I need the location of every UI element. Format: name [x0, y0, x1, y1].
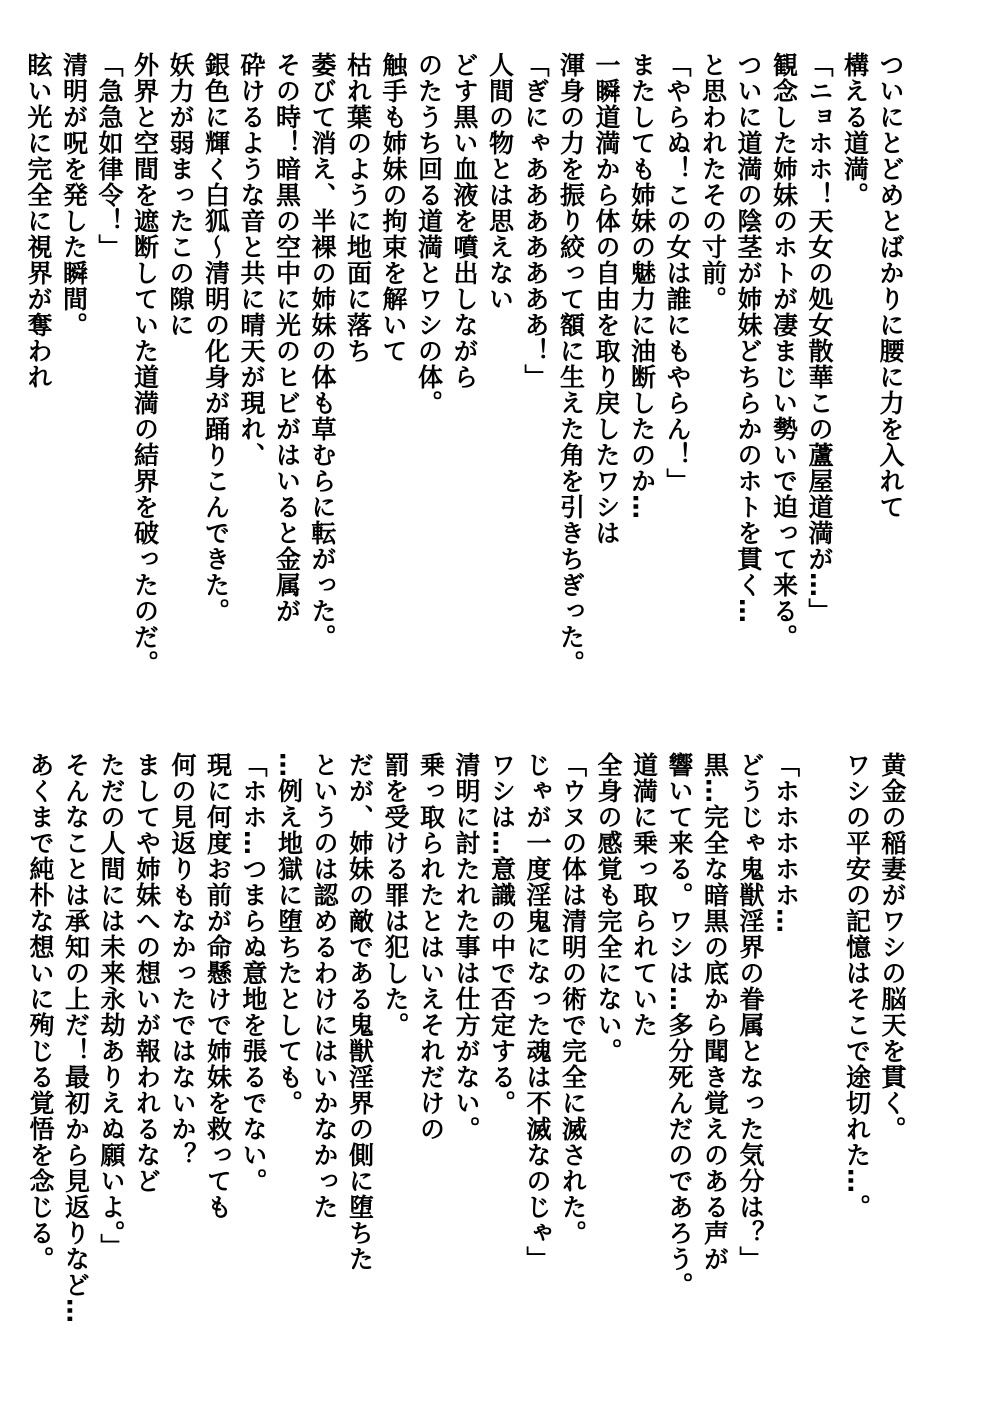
text-line: 構える道満。: [840, 52, 870, 208]
text-line: 黄金の稲妻がワシの脳天を貫く。: [878, 752, 907, 1142]
text-line: ただの人間には未来永劫ありえぬ願いよ。」: [97, 752, 126, 1260]
text-line: 「ホホホホホ…: [771, 752, 801, 934]
text-line: 「ニョホホ！天女の処女散華この蘆屋道満が…」: [805, 52, 834, 624]
text-line: 妖力が弱まったこの隙に: [166, 52, 195, 338]
text-block-bottom: [26, 752, 910, 1372]
text-line: 「急急如律令！」: [95, 52, 124, 260]
text-line: 全身の感覚も完全にない。: [594, 752, 623, 1064]
text-line: ついにとどめとばかりに腰に力を入れて: [876, 52, 905, 520]
text-line: というのは認めるわけにはいかなかった: [310, 752, 339, 1220]
text-line: 砕けるような音と共に晴天が現れ、: [237, 52, 266, 468]
text-line: じゃが一度淫鬼になった魂は不滅なのじゃ」: [523, 752, 552, 1272]
text-line: ましてや姉妹への想いが報われるなど: [132, 752, 162, 1194]
text-line: どす黒い血液を噴出しながら: [450, 52, 479, 390]
text-line: と思われたその寸前。: [698, 52, 728, 312]
text-block-top: [24, 52, 908, 702]
text-line: …例え地獄に堕ちたとしても。: [274, 752, 304, 1116]
text-line: 「やらぬ！この女は誰にもやらん！」: [663, 52, 692, 494]
text-line: 響いて来る。ワシは…多分死んだのであろう。: [665, 752, 694, 1298]
text-line-blank: [804, 752, 840, 1372]
text-line: 清明が呪を発した瞬間。: [59, 52, 89, 338]
text-line: あくまで純朴な想いに殉じる覚悟を念じる。: [26, 752, 55, 1272]
text-line: 渾身の力を振り絞って額に生えた角を引きちぎった。: [556, 52, 586, 676]
text-line: 黒…完全な暗黒の底から聞き覚えのある声が: [700, 752, 730, 1272]
text-line: 触手も姉妹の拘束を解いて: [379, 52, 408, 364]
text-line: 罰を受ける罪は犯した。: [381, 752, 410, 1038]
text-line: 観念した姉妹のホトが凄まじい勢いで迫って来る。: [769, 52, 799, 650]
text-line: 清明に討たれた事は仕方がない。: [452, 752, 481, 1142]
text-line: 「ウヌの体は清明の術で完全に滅された。: [558, 752, 588, 1246]
text-line: 「ホホ…つまらぬ意地を張るでない。: [239, 752, 268, 1194]
text-line: 外界と空間を遮断していた道満の結界を破ったのだ。: [130, 52, 160, 676]
text-line: ワシの平安の記憶はそこで途切れた…。: [842, 752, 872, 1220]
text-line: 萎びて消え、半裸の姉妹の体も草むらに転がった。: [308, 52, 337, 650]
text-line: またしても姉妹の魅力に油断したのか…: [627, 52, 657, 520]
text-line: ついに道満の陰茎が姉妹どちらかのホトを貫く…: [734, 52, 763, 624]
text-line: そんなことは承知の上だ！最初から見返りなど…: [61, 752, 91, 1324]
text-line: 乗っ取られたとはいえそれだけの: [416, 752, 446, 1142]
text-line: 銀色に輝く白狐～清明の化身が踊りこんできた。: [201, 52, 231, 624]
text-line: 何の見返りもなかったではないか？: [168, 752, 197, 1168]
text-line: 眩い光に完全に視界が奪われ: [24, 52, 53, 390]
text-line: 一瞬道満から体の自由を取り戻したワシは: [592, 52, 621, 546]
text-line: 道満に乗っ取られていた: [629, 752, 659, 1038]
text-line: のたうち回る道満とワシの体。: [414, 52, 444, 416]
text-line: その時！暗黒の空中に光のヒビがはいると金属が: [272, 52, 302, 624]
text-line: ワシは…意識の中で否定する。: [487, 752, 517, 1116]
text-line: 枯れ葉のように地面に落ち: [343, 52, 373, 364]
text-line: どうじゃ鬼獣淫界の眷属となった気分は？」: [736, 752, 765, 1272]
text-line: だが、姉妹の敵である鬼獣淫界の側に堕ちた: [345, 752, 375, 1272]
text-line: 人間の物とは思えない: [485, 52, 515, 312]
text-line: 「ぎにゃあああああああ！」: [521, 52, 550, 390]
text-line: 現に何度お前が命懸けで姉妹を救っても: [203, 752, 233, 1220]
